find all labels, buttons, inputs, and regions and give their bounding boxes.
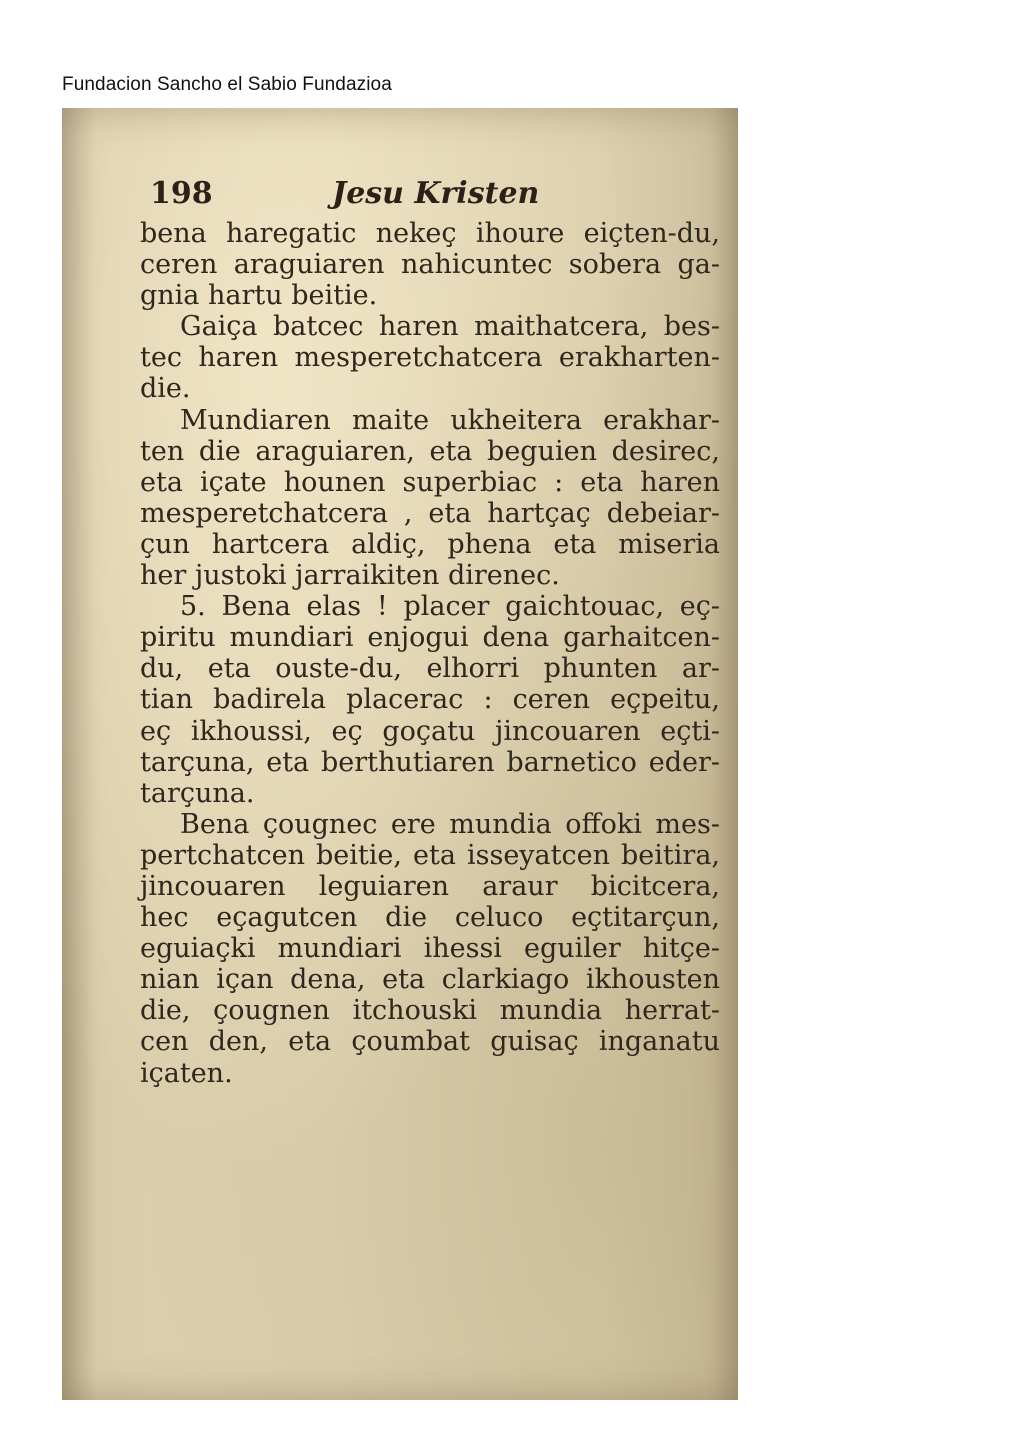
text-line: jincouaren leguiaren araur bicitcera,	[140, 870, 720, 902]
text-line: die, çougnen itchouski mundia herrat-	[140, 995, 720, 1027]
text-line: eç ikhoussi, eç goçatu jincouaren eçti-	[140, 715, 720, 747]
text-line: eta içate hounen superbiac : eta haren	[140, 466, 720, 498]
text-line: du, eta ouste-du, elhorri phunten ar-	[140, 653, 720, 685]
text-line: her justoki jarraikiten direnec.	[140, 560, 560, 592]
text-line: piritu mundiari enjogui dena garhaitcen-	[140, 622, 720, 654]
text-line: ceren araguiaren nahicuntec sobera ga-	[140, 249, 720, 281]
text-line: die.	[140, 373, 191, 405]
page-header	[150, 176, 710, 220]
text-line: tian badirela placerac : ceren eçpeitu,	[140, 684, 720, 716]
running-title: Jesu Kristen	[332, 176, 540, 211]
body-text	[140, 218, 720, 1089]
text-line: eguiaçki mundiari ihessi eguiler hitçe-	[140, 933, 720, 965]
text-line: nian içan dena, eta clarkiago ikhousten	[140, 964, 720, 996]
text-line: çun hartcera aldiç, phena eta miseria	[140, 528, 720, 560]
text-line: tarçuna.	[140, 777, 255, 809]
scanned-book-page	[62, 108, 738, 1400]
text-line: tec haren mesperetchatcera erakharten-	[140, 342, 720, 374]
text-line: Bena çougnec ere mundia offoki mes-	[180, 808, 720, 840]
text-line: içaten.	[140, 1057, 233, 1089]
page-number: 198	[150, 176, 213, 211]
text-line: mesperetchatcera , eta hartçaç debeiar-	[140, 497, 720, 529]
text-line: bena haregatic nekeç ihoure eiçten-du,	[140, 218, 720, 249]
text-line: 5. Bena elas ! placer gaichtouac, eç-	[180, 591, 720, 623]
text-line: ten die araguiaren, eta beguien desirec,	[140, 435, 720, 467]
text-line: hec eçagutcen die celuco eçtitarçun,	[140, 902, 720, 934]
text-line: pertchatcen beitie, eta isseyatcen beitira,	[140, 839, 720, 871]
text-line: Gaiça batcec haren maithatcera, bes-	[180, 311, 720, 343]
text-line: cen den, eta çoumbat guisaç inganatu	[140, 1026, 720, 1058]
text-line: Mundiaren maite ukheitera erakhar-	[180, 404, 720, 436]
header-credit: Fundacion Sancho el Sabio Fundazioa	[62, 74, 392, 95]
text-line: gnia hartu beitie.	[140, 280, 378, 312]
text-line: tarçuna, eta berthutiaren barnetico eder-	[140, 746, 720, 778]
